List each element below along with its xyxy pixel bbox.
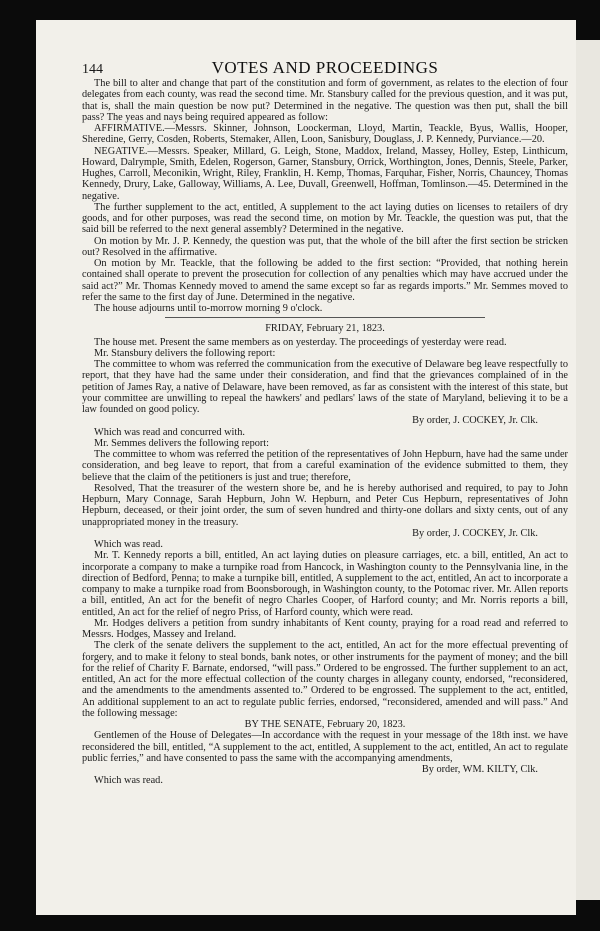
paragraph: Mr. Semmes delivers the following report: (94, 437, 270, 449)
page-header (82, 58, 568, 76)
running-title: VOTES AND PROCEEDINGS (211, 58, 439, 77)
paragraph-affirmative-votes: AFFIRMATIVE.—Messrs. Skinner, Johnson, Loockerman, Lloyd, Martin, Teackle, Byus, Wallis, Hooper, Sheredine, Gerry, Cosden, Roberts, Stemaker, Allen, Loon, Sanisbury, Douglass, J. P. Kennedy, Purviance.—20. (82, 123, 568, 146)
paragraph: Which was read. (94, 539, 163, 550)
paragraph: Mr. Hodges delivers a petition from sundry inhabitants of Kent county, praying for a road read and referred to Messrs. Hodges, Massey and Ireland. (82, 617, 568, 640)
paragraph: The house met. Present the same members as on yesterday. The proceedings of yesterday were read. (94, 336, 507, 348)
body-text (82, 78, 568, 787)
paragraph: The committee to whom was referred the petition of the representatives of John Hepburn, have had the same under consideration, and beg leave to report, that from a careful examination of the evidence submitted to them, they believe that the claim of the petitioners is just and true; therefore, (82, 449, 568, 483)
date-heading: FRIDAY, February 21, 1823. (265, 323, 385, 335)
paragraph: Which was read. (94, 775, 163, 787)
paragraph: On motion by Mr. J. P. Kennedy, the question was put, that the whole of the bill after the first section be stricken out? Resolved in the affirmative. (82, 235, 568, 258)
document-page (36, 20, 576, 915)
paragraph-negative-votes: NEGATIVE.—Messrs. Speaker, Millard, G. Leigh, Stone, Maddox, Ireland, Massey, Holley, Estep, Linthicum, Howard, Dalrymple, Smith, Edelen, Rogerson, Garner, Stansbury, Orrick, Worthington, Jones, Dennis, Steele, Parker, Hughes, Carroll, Meconikin, Wright, Riley, Franklin, H. Kemp, Thomas, Farquhar, Fisher, Norris, Chauncey, Thomas Kennedy, Drury, Lake, Galloway, Williams, A. Lee, Duvall, Greenwell, Hoffman, Tomlinson.—45. Determined in the negative. (82, 145, 568, 202)
paragraph: The further supplement to the act, entitled, A supplement to the act laying duties on licenses to retailers of dry goods, and for other purposes, was read the second time, on motion by Mr. Teackle, the question was put, that the said bill be referred to the next general assembly? Determined in the negative. (82, 201, 568, 236)
section-divider (165, 317, 485, 318)
paragraph: Mr. T. Kennedy reports a bill, entitled, An act laying duties on pleasure carriages, etc. a bill, entitled, An act to incorporate a company to make a turnpike road from Hancock, in Washington county to the Pennsylvania line, in the direction of Bedford, Penna; to make a turnpike bill, entitled, A supplement to the act, entitled, An act to incorporate a company to make a turnpike road from Boonsborough, in Washington county, to the Potomac river. Mr. Allen reports a bill, entitled, An act for the benefit of negro Charles Cooper, of Harford county; and Mr. Norris reports a bill, entitled, An act for the relief of negro Priss, of Harford county, which were read. (82, 550, 568, 618)
paragraph: Which was read and concurred with. (94, 426, 245, 438)
signature-line: By order, J. COCKEY, Jr. Clk. (412, 527, 538, 539)
signature-line: By order, WM. KILTY, Clk. (421, 764, 538, 775)
senate-heading: BY THE SENATE, February 20, 1823. (244, 719, 406, 730)
page-number: 144 (82, 62, 103, 77)
adjacent-page-edge (576, 40, 600, 900)
paragraph: Mr. Stansbury delivers the following report: (94, 347, 276, 359)
paragraph: On motion by Mr. Teackle, that the following be added to the first section: “Provided, that nothing herein contained shall operate to prevent the prosecution for collection of any penalties which may have accrued under the said act?” Mr. Thomas Kennedy moved to amend the same except so far as regards imports.” Mr. Semmes moved to refer the same to the first day of June. Determined in the negative. (82, 258, 568, 303)
paragraph: The committee to whom was referred the communication from the executive of Delaware beg leave respectfully to report, that they have had the same under their consideration, and find that the grievances complained of in the petition of James Ray, a native of Delaware, have been removed, as far as consistent with the interest of this state, but your committee are unwilling to repeal the hawkers' and pedlars' laws of the state of Maryland, believing it to be a law founded on good policy. (82, 359, 568, 415)
paragraph-resolved: Resolved, That the treasurer of the western shore be, and he is hereby authorised and required, to pay to John Hepburn, Mary Connage, Sarah Hepburn, John W. Hepburn, and Peter Cus Hepburn, representatives of John Hepburn, deceased, or their joint order, the sum of seven hundred and thirty-one dollars and sixty cents, out of any unappropriated money in the treasury. (82, 482, 568, 528)
paragraph: The clerk of the senate delivers the supplement to the act, entitled, An act for the more effectual preventing of forgery, and to make it felony to steal bonds, bank notes, or other instruments for the payment of money; and the bill for the relief of Charity F. Barnate, endorsed, “will pass.” Ordered to be engrossed. The further supplement to an act, entitled, An act for the more effectual collection of the county charges in allegany county, endorsed, “reconsidered, and the amendments to the amendments assented to.” Ordered to be engrossed. The supplement to the act, entitled, An additional supplement to an act to regulate public ferries, endorsed, “reconsidered, amended and will pass.” And the following message: (82, 640, 568, 719)
paragraph: The bill to alter and change that part of the constitution and form of government, as relates to the election of four delegates from each county, was read the second time. Mr. Stansbury called for the previous question, and it was put, that is, shall the main question be now put? Determined in the negative. The question was then put, shall the bill pass? The yeas and nays being required appeared as follow: (82, 78, 568, 123)
senate-message: Gentlemen of the House of Delegates—In accordance with the request in your message of the 18th inst. we have reconsidered the bill, entitled, “A supplement to the act, entitled, A supplement to the act, entitled, An act to regulate public ferries,” and have consented to pass the same with the accompanying amendments, (82, 730, 568, 764)
paragraph: The house adjourns until to-morrow morning 9 o'clock. (94, 303, 323, 314)
signature-line: By order, J. COCKEY, Jr. Clk. (412, 415, 538, 427)
